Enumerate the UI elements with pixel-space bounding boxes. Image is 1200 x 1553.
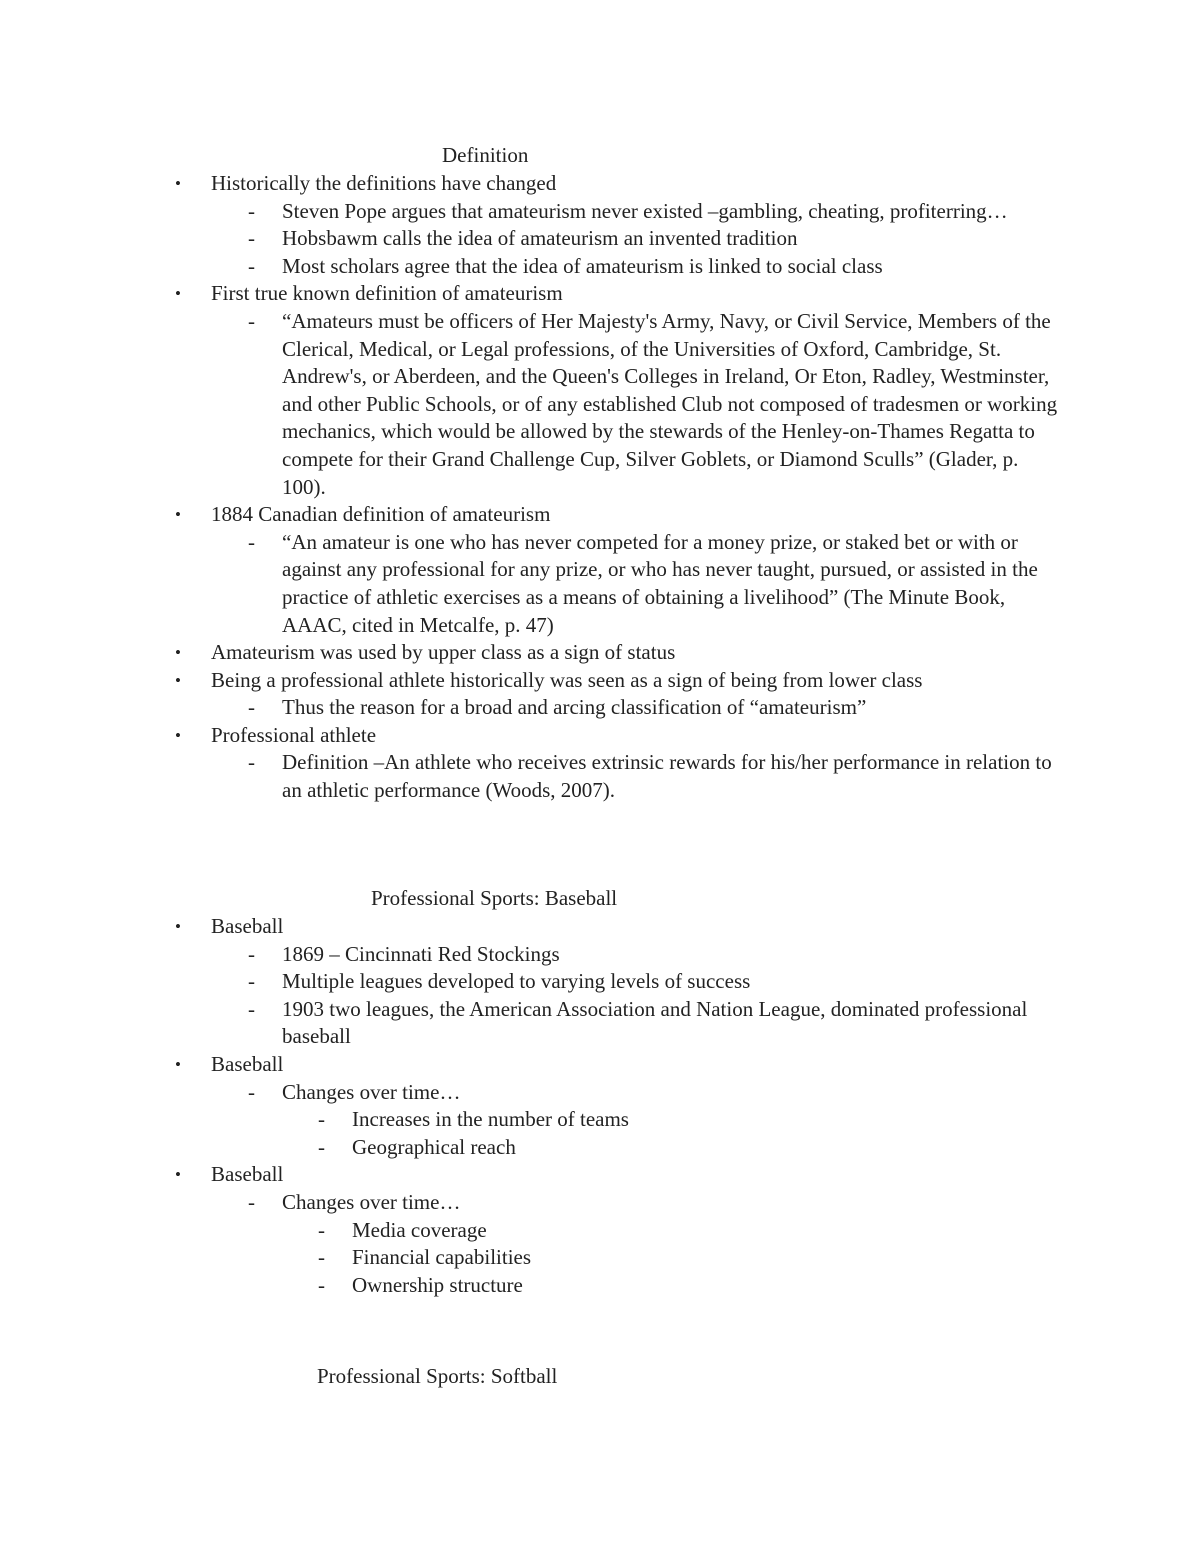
sub-item xyxy=(0,225,1200,253)
sub-sub-item xyxy=(0,1134,1200,1162)
dash-marker: - xyxy=(318,1107,325,1132)
item-text: Financial capabilities xyxy=(352,1245,532,1270)
dash-marker: - xyxy=(248,308,255,333)
item-text: Definition –An athlete who receives extrinsic rewards for his/her performance in relation to an athletic performance (Woods, 2007). xyxy=(282,750,1052,803)
sub-item xyxy=(0,308,1200,501)
sub-item xyxy=(0,198,1200,226)
section-heading: Definition xyxy=(442,143,529,167)
item-text: Media coverage xyxy=(352,1217,487,1242)
bullet-item xyxy=(0,667,1200,695)
item-text: Multiple leagues developed to varying levels of success xyxy=(282,969,751,994)
dash-marker: - xyxy=(248,226,255,251)
dash-marker: - xyxy=(318,1272,325,1297)
item-text: Being a professional athlete historically was seen as a sign of being from lower class xyxy=(211,667,923,692)
dash-marker: - xyxy=(248,996,255,1021)
item-text: “Amateurs must be officers of Her Majesty's Army, Navy, or Civil Service, Members of the Clerical, Medical, or Legal professions, of the Universities of Oxford, Cambridge, St. Andrew's, or Aberdeen, and the Queen's Colleges in Ireland, Or Eton, Radley, Westminster, and other Public Schools, or of any established Club not composed of tradesmen or working mechanics, which would be allowed by the stewards of the Henley-on-Thames Regatta to compete for their Grand Challenge Cup, Silver Goblets, or Diamond Sculls” (Glader, p. 100). xyxy=(282,308,1058,499)
item-text: First true known definition of amateurism xyxy=(211,281,563,306)
item-text: Changes over time… xyxy=(282,1189,461,1214)
item-text: Baseball xyxy=(211,1051,284,1076)
bullet-item xyxy=(0,280,1200,308)
sub-item xyxy=(0,529,1200,639)
item-text: Most scholars agree that the idea of amateurism is linked to social class xyxy=(282,253,883,278)
sub-sub-item xyxy=(0,1272,1200,1300)
bullet-marker: • xyxy=(175,643,181,663)
bullet-item xyxy=(0,913,1200,941)
dash-marker: - xyxy=(248,750,255,775)
bullet-item xyxy=(0,170,1200,198)
dash-marker: - xyxy=(248,198,255,223)
bullet-marker: • xyxy=(175,505,181,525)
sub-item xyxy=(0,996,1200,1051)
sub-item xyxy=(0,968,1200,996)
bullet-marker: • xyxy=(175,1054,181,1074)
item-text: Amateurism was used by upper class as a sign of status xyxy=(211,640,676,665)
dash-marker: - xyxy=(248,969,255,994)
dash-marker: - xyxy=(248,529,255,554)
item-text: Baseball xyxy=(211,1162,284,1187)
sub-sub-item xyxy=(0,1106,1200,1134)
section-heading: Professional Sports: Baseball xyxy=(371,886,618,910)
item-text: 1884 Canadian definition of amateurism xyxy=(211,502,551,527)
bullet-list xyxy=(0,913,1200,1299)
bullet-item xyxy=(0,1161,1200,1189)
bullet-item xyxy=(0,1051,1200,1079)
dash-marker: - xyxy=(248,1189,255,1214)
sub-sub-item xyxy=(0,1217,1200,1245)
sub-item xyxy=(0,1189,1200,1217)
sub-item xyxy=(0,749,1200,804)
item-text: Increases in the number of teams xyxy=(352,1107,629,1132)
sub-item xyxy=(0,253,1200,281)
sub-sub-item xyxy=(0,1244,1200,1272)
dash-marker: - xyxy=(248,253,255,278)
item-text: Historically the definitions have changed xyxy=(211,171,557,195)
item-text: 1903 two leagues, the American Association and Nation League, dominated professional baseball xyxy=(282,996,1028,1049)
dash-marker: - xyxy=(248,1079,255,1104)
bullet-list xyxy=(0,170,1200,805)
item-text: Thus the reason for a broad and arcing classification of “amateurism” xyxy=(282,695,867,720)
item-text: Baseball xyxy=(211,914,284,938)
item-text: Ownership structure xyxy=(352,1272,523,1297)
bullet-marker: • xyxy=(175,670,181,690)
item-text: “An amateur is one who has never competed for a money prize, or staked bet or with or against any professional for any prize, or who has never taught, pursued, or assisted in the practice of athletic exercises as a means of obtaining a livelihood” (The Minute Book, AAAC, cited in Metcalfe, p. 47) xyxy=(282,529,1038,637)
bullet-item xyxy=(0,501,1200,529)
item-text: Steven Pope argues that amateurism never existed –gambling, cheating, profiterring… xyxy=(282,198,1008,223)
bullet-marker: • xyxy=(175,174,181,193)
sub-item xyxy=(0,694,1200,722)
item-text: 1869 – Cincinnati Red Stockings xyxy=(282,941,560,966)
bullet-marker: • xyxy=(175,917,181,936)
bullet-item xyxy=(0,722,1200,750)
section-heading: Professional Sports: Softball xyxy=(317,1364,558,1388)
bullet-marker: • xyxy=(175,725,181,745)
dash-marker: - xyxy=(318,1134,325,1159)
bullet-marker: • xyxy=(175,1165,181,1185)
dash-marker: - xyxy=(248,695,255,720)
item-text: Changes over time… xyxy=(282,1079,461,1104)
sub-item xyxy=(0,941,1200,969)
item-text: Geographical reach xyxy=(352,1134,516,1159)
dash-marker: - xyxy=(318,1217,325,1242)
item-text: Hobsbawm calls the idea of amateurism an invented tradition xyxy=(282,226,798,251)
item-text: Professional athlete xyxy=(211,722,377,747)
bullet-marker: • xyxy=(175,284,181,304)
dash-marker: - xyxy=(248,941,255,966)
bullet-item xyxy=(0,639,1200,667)
sub-item xyxy=(0,1079,1200,1107)
dash-marker: - xyxy=(318,1245,325,1270)
